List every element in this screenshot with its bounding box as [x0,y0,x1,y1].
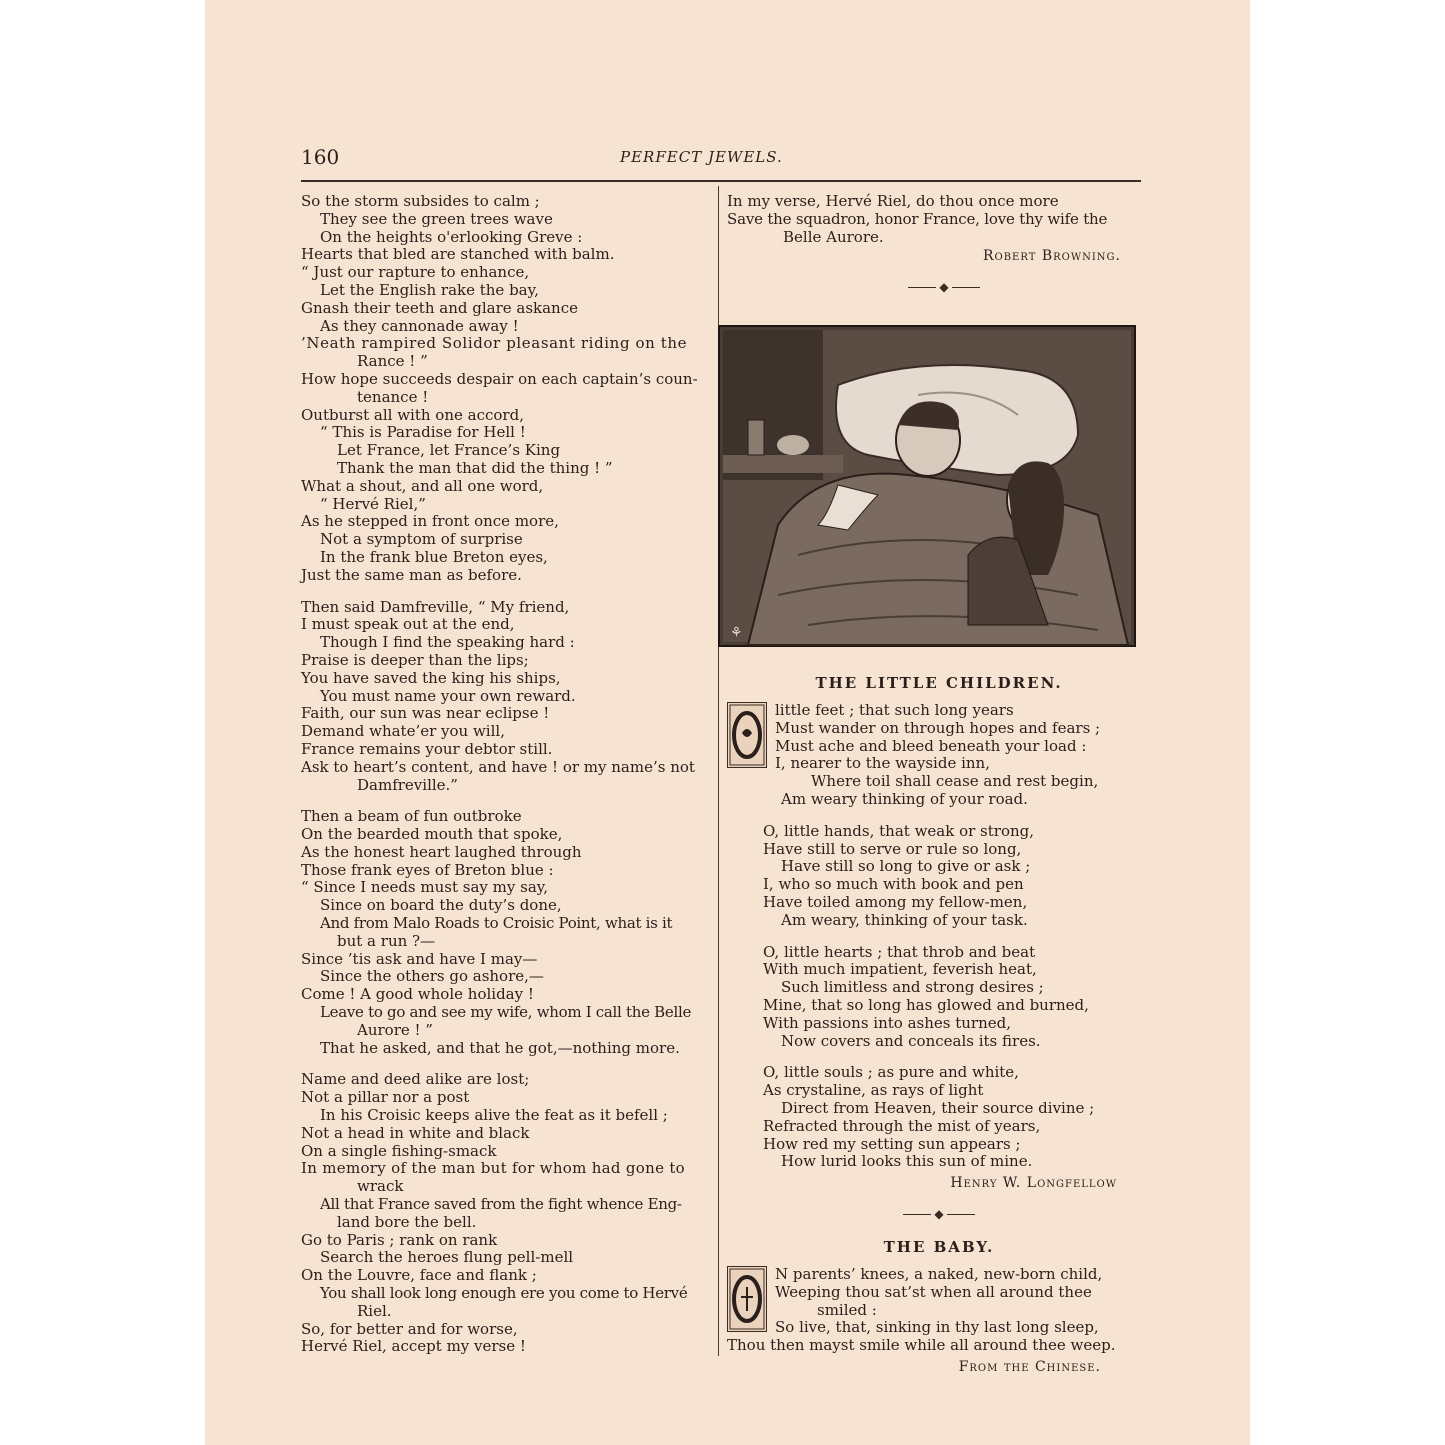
verse-line: Direct from Heaven, their source divine ; [781,1098,1095,1117]
verse-line: Thou then mayst smile while all around thee weep. [727,1336,1116,1355]
verse-line: Save the squadron, honor France, love thy wife the [727,209,1108,228]
verse-line: “ Since I needs must say my say, [301,878,549,897]
verse-line: Mine, that so long has glowed and burned, [763,995,1089,1014]
verse-line: Outburst all with one accord, [301,405,524,424]
verse-line: So live, that, sinking in thy last long sleep, [775,1318,1099,1337]
verse-line: As crystaline, as rays of light [763,1081,984,1100]
verse-line: Since ’tis ask and have I may— [301,949,538,968]
verse-line: O, little hearts ; that throb and beat [763,942,1036,961]
verse-line: Hearts that bled are stanched with balm. [301,245,615,264]
verse-line: Not a pillar nor a post [301,1088,470,1107]
verse-line: Thank the man that did the thing ! ” [337,458,613,477]
verse-line: Name and deed alike are lost; [301,1070,530,1089]
verse-line: Then said Damfreville, “ My friend, [301,597,570,616]
verse-line: As they cannonade away ! [320,316,519,335]
drop-cap-o-icon [727,702,767,768]
verse-line: They see the green trees wave [320,209,553,228]
verse-line: Let France, let France’s King [337,441,561,460]
verse-line: In his Croisic keeps alive the feat as it befell ; [320,1106,668,1125]
left-column [301,193,714,1356]
verse-line: On a single fishing-smack [301,1141,497,1160]
verse-line: Search the heroes flung pell-mell [320,1248,574,1267]
verse-line: Those frank eyes of Breton blue : [301,860,554,879]
verse-line: Riel. [357,1301,392,1320]
verse-line: “ This is Paradise for Hell ! [320,423,526,442]
author-chinese: From the Chinese. [958,1358,1101,1375]
section-ornament: ◆ [727,280,1141,294]
verse-line: Weeping thou sat’st when all around thee [775,1282,1092,1301]
verse-line: O, little hands, that weak or strong, [763,821,1035,840]
verse-line: On the heights o'erlooking Greve : [320,227,583,246]
verse-line: Let the English rake the bay, [320,280,539,299]
verse-line: Where toil shall cease and rest begin, [811,772,1099,791]
verse-line: As he stepped in front once more, [301,512,559,531]
verse-line: land bore the bell. [337,1212,477,1231]
verse-line: Must wander on through hopes and fears ; [775,718,1101,737]
verse-line: smiled : [817,1300,877,1319]
verse-line: Gnash their teeth and glare askance [301,298,578,317]
verse-line: little feet ; that such long years [775,701,1014,719]
verse-line: “ Just our rapture to enhance, [301,263,530,282]
browning-ending [727,193,1141,294]
author-longfellow: Henry W. Longfellow [950,1175,1117,1192]
bedside-children-engraving [718,325,1136,647]
verse-line: So, for better and for worse, [301,1319,518,1338]
verse-line: In memory of the man but for whom had gone to [301,1159,685,1178]
verse-line: Go to Paris ; rank on rank [301,1230,498,1249]
running-title: PERFECT JEWELS. [620,148,783,166]
verse-line: Though I find the speaking hard : [320,633,575,652]
verse-line: Just the same man as before. [301,565,522,584]
author-browning: Robert Browning. [982,248,1121,265]
verse-line: Now covers and conceals its fires. [781,1031,1041,1050]
verse-line: You shall look long enough ere you come to Hervé [320,1284,688,1303]
verse-line: So the storm subsides to calm ; [301,192,540,210]
verse-line: tenance ! [357,387,429,406]
poem-the-baby [727,1238,1141,1377]
verse-line: France remains your debtor still. [301,739,553,758]
verse-line: Must ache and bleed beneath your load : [775,736,1087,755]
verse-line: Refracted through the mist of years, [763,1116,1041,1135]
poem-title: THE LITTLE CHILDREN. [815,674,1063,692]
verse-line: I, nearer to the wayside inn, [775,754,990,773]
verse-line: On the Louvre, face and flank ; [301,1266,537,1285]
verse-line: What a shout, and all one word, [301,476,544,495]
verse-line: Am weary, thinking of your task. [781,910,1028,929]
verse-line: With much impatient, feverish heat, [763,960,1037,979]
poem-title: THE BABY. [883,1238,995,1256]
verse-line: Demand whate’er you will, [301,722,505,741]
verse-line: Damfreville.” [357,775,458,794]
verse-line: In the frank blue Breton eyes, [320,547,548,566]
verse-line: Since on board the duty’s done, [320,896,562,915]
verse-line: In my verse, Hervé Riel, do thou once more [727,192,1059,210]
verse-line: Come ! A good whole holiday ! [301,985,534,1004]
verse-line: On the bearded mouth that spoke, [301,825,563,844]
header-rule [301,180,1141,182]
verse-line: wrack [357,1177,404,1196]
svg-text:⚘: ⚘ [730,625,743,641]
verse-line: Hervé Riel, accept my verse ! [301,1337,526,1356]
page-number: 160 [301,145,340,169]
illustration [718,325,1136,647]
verse-line: Not a symptom of surprise [320,530,523,549]
verse-line: Aurore ! ” [357,1020,433,1039]
verse-line: You have saved the king his ships, [301,668,561,687]
verse-line: And from Malo Roads to Croisic Point, what is it [320,914,673,933]
verse-line: Am weary thinking of your road. [781,789,1028,808]
verse-line: All that France saved from the fight whence Eng- [320,1195,682,1214]
verse-line: Praise is deeper than the lips; [301,650,529,669]
verse-line: Have still to serve or rule so long, [763,839,1022,858]
verse-line: As the honest heart laughed through [301,842,582,861]
verse-line: Such limitless and strong desires ; [781,978,1044,997]
verse-line: “ Hervé Riel,” [320,494,426,513]
verse-line: How red my setting sun appears ; [763,1134,1021,1153]
verse-line: Have toiled among my fellow-men, [763,892,1028,911]
poem-little-children [727,674,1141,1221]
verse-line: You must name your own reward. [320,686,576,705]
verse-line: I, who so much with book and pen [763,875,1024,894]
verse-line: Rance ! ” [357,352,428,371]
verse-line: I must speak out at the end, [301,615,515,634]
section-ornament: ◆ [727,1207,1141,1221]
verse-line: With passions into ashes turned, [763,1013,1011,1032]
verse-line: Have still so long to give or ask ; [781,857,1031,876]
verse-line: Belle Aurore. [783,227,884,246]
drop-cap-o-icon [727,1266,767,1332]
verse-line: Not a head in white and black [301,1123,530,1142]
verse-line: N parents’ knees, a naked, new-born child, [775,1265,1103,1283]
verse-line: Ask to heart’s content, and have ! or my name’s not [301,757,695,776]
verse-line: Then a beam of fun outbroke [301,807,522,826]
verse-line: O, little souls ; as pure and white, [763,1063,1019,1082]
verse-line: How hope succeeds despair on each captain’s coun- [301,369,698,388]
verse-line: Faith, our sun was near eclipse ! [301,704,550,723]
verse-line: ’Neath rampired Solidor pleasant riding on the [301,334,688,353]
verse-line: How lurid looks this sun of mine. [781,1152,1033,1171]
verse-line: Leave to go and see my wife, whom I call the Belle [320,1003,692,1022]
verse-line: That he asked, and that he got,—nothing more. [320,1038,680,1057]
verse-line: Since the others go ashore,— [320,967,544,986]
verse-line: but a run ?— [337,931,436,950]
